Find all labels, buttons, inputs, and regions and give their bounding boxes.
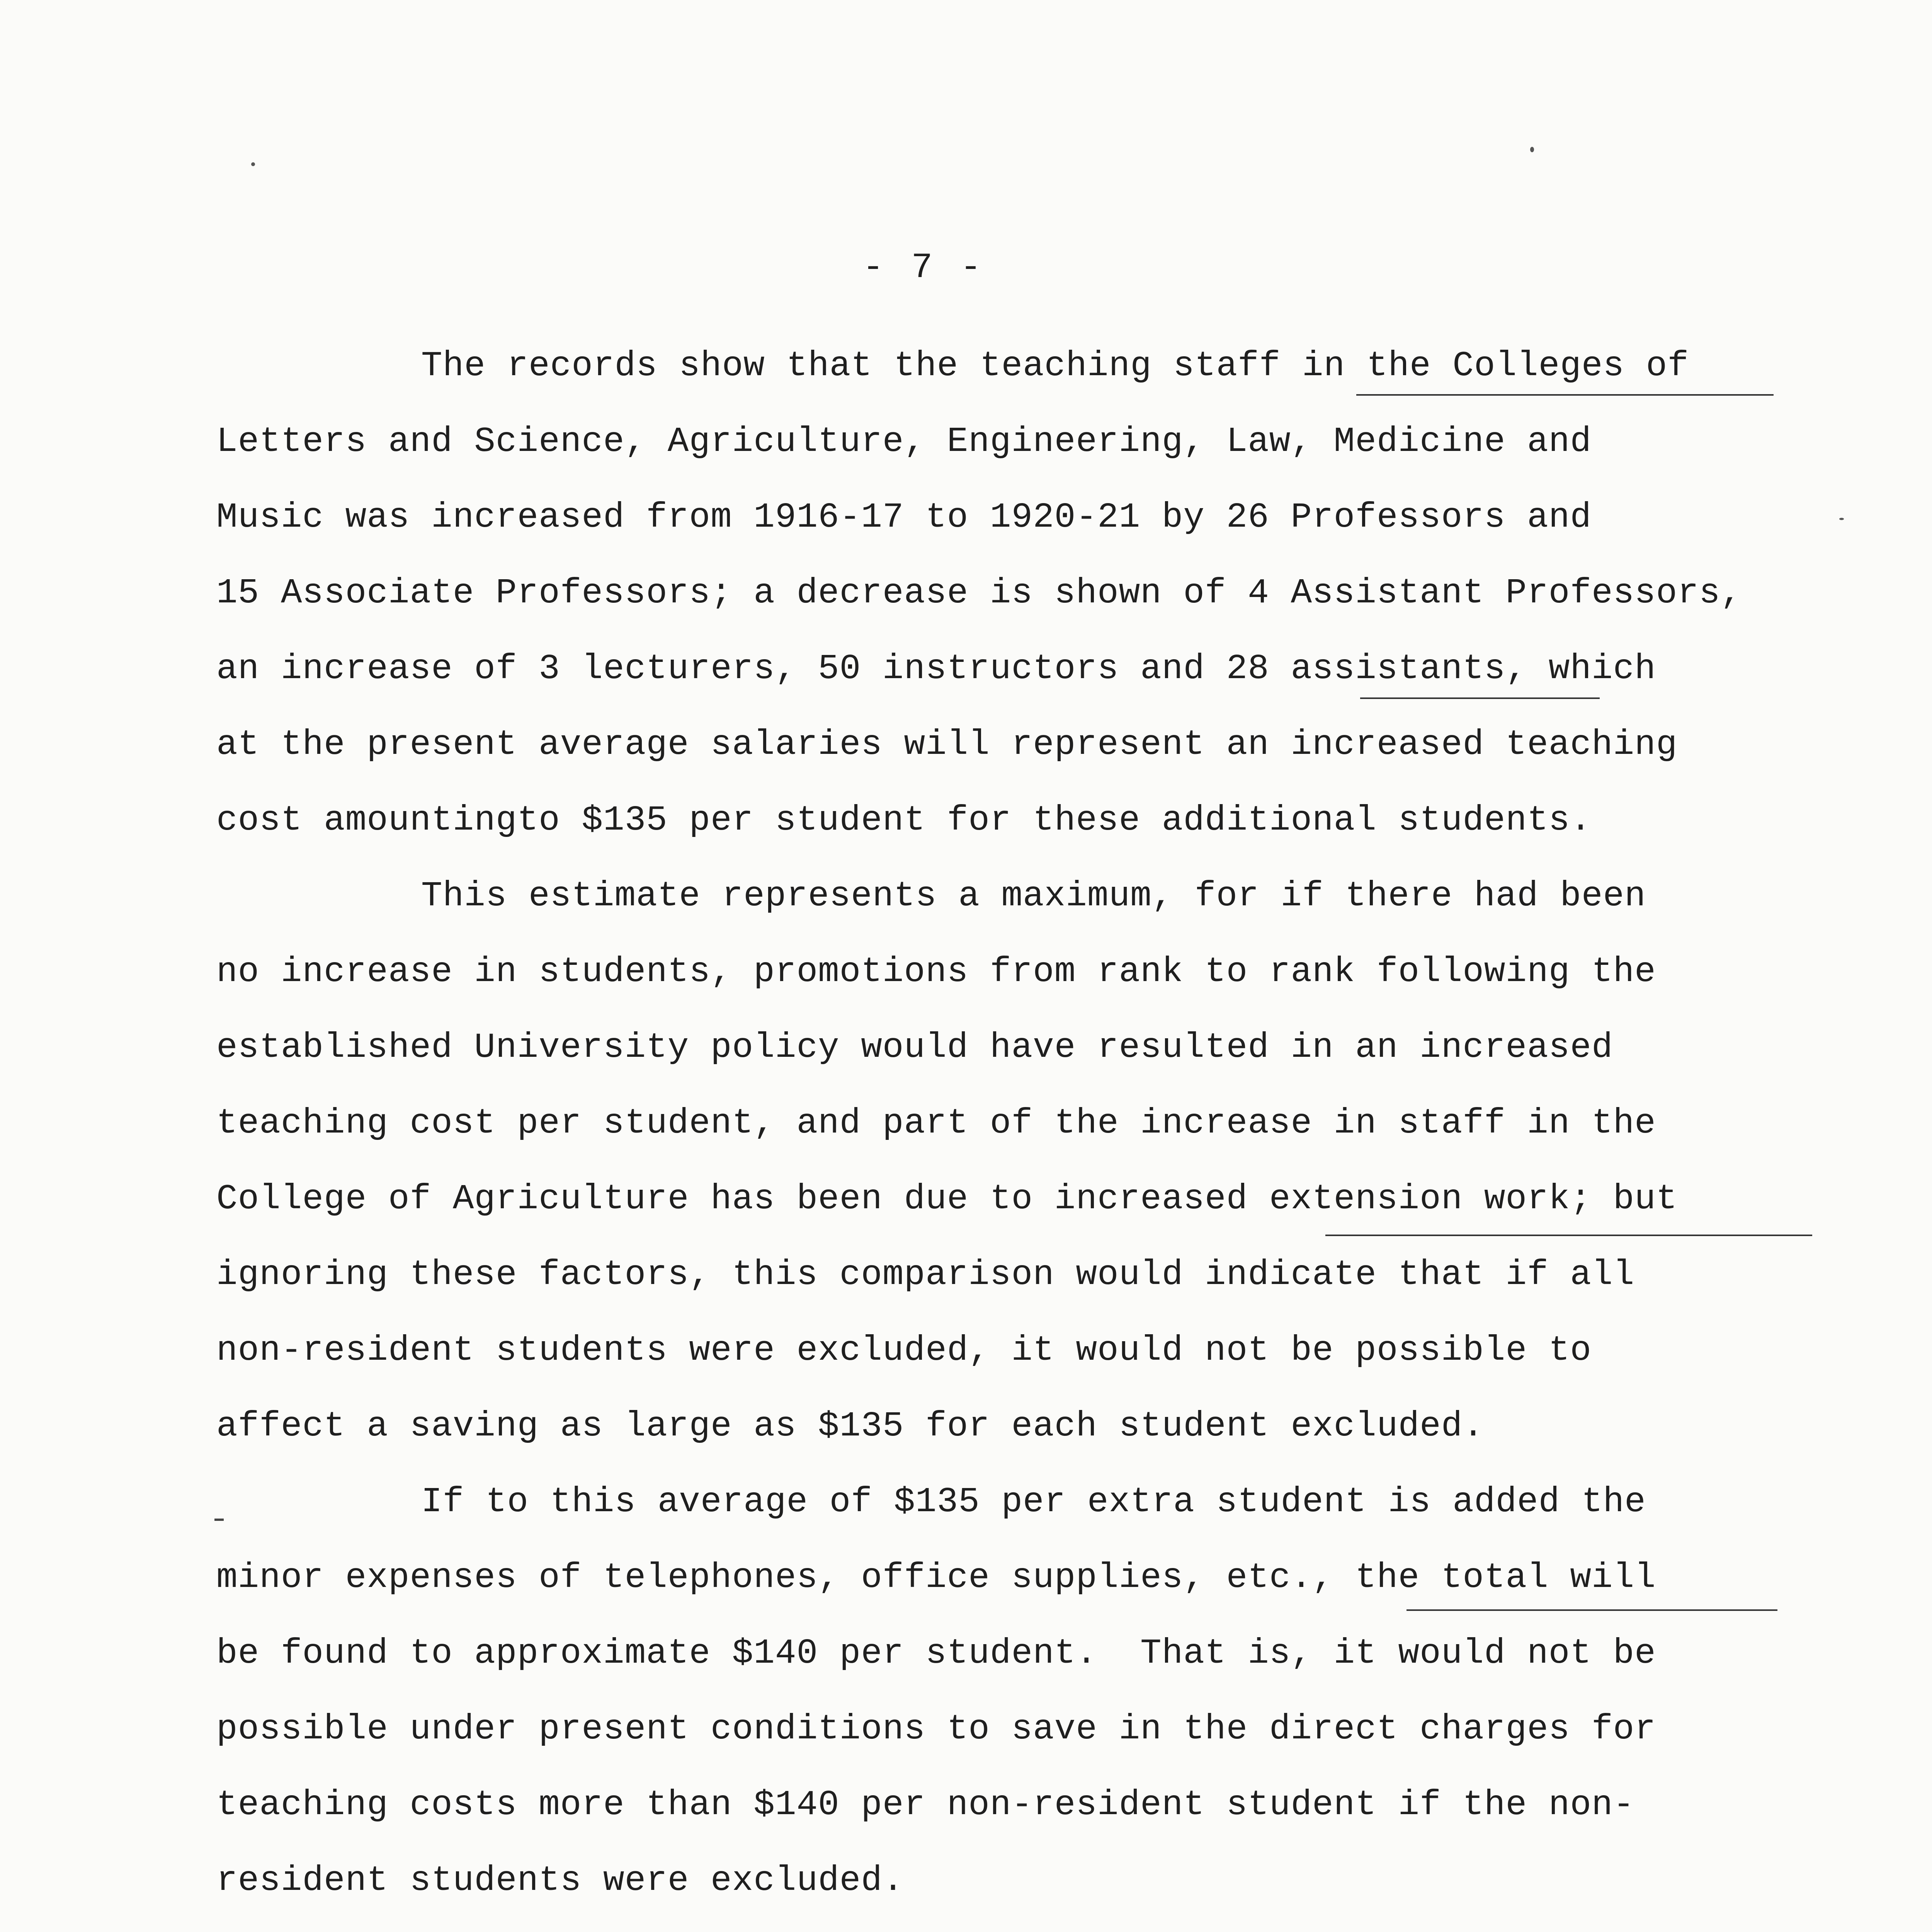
paragraph-1	[216, 328, 1859, 859]
scan-speck	[1839, 518, 1844, 520]
scan-speck	[1530, 147, 1534, 152]
text-line: ignoring these factors, this comparison would indicate that if all	[216, 1255, 1635, 1295]
pencil-mark	[214, 1519, 224, 1521]
text-line: affect a saving as large as $135 for each student excluded.	[216, 1406, 1484, 1446]
text-line: non-resident students were excluded, it would not be possible to	[216, 1331, 1592, 1371]
page-number: - 7 -	[862, 247, 985, 288]
text-line	[216, 1919, 1859, 1932]
pencil-underline	[1325, 1235, 1812, 1236]
text-line: This estimate represents a maximum, for if there had been	[421, 876, 1646, 916]
paragraph-2	[216, 859, 1859, 1464]
text-line: 15 Associate Professors; a decrease is shown of 4 Assistant Professors,	[216, 573, 1742, 613]
text-line: established University policy would have resulted in an increased	[216, 1028, 1613, 1068]
paragraph-3	[216, 1464, 1859, 1919]
document-body	[216, 328, 1859, 1932]
text-line: teaching costs more than $140 per non-resident student if the non-	[216, 1785, 1635, 1825]
text-line: be found to approximate $140 per student. That is, it would not be	[216, 1634, 1656, 1673]
text-line: resident students were excluded.	[216, 1861, 904, 1901]
text-line: cost amountingto $135 per student for these additional students.	[216, 801, 1592, 840]
text-line: Letters and Science, Agriculture, Engineering, Law, Medicine and	[216, 422, 1592, 462]
text-line: at the present average salaries will represent an increased teaching	[216, 725, 1678, 765]
pencil-underline	[1356, 394, 1774, 396]
text-line: an increase of 3 lecturers, 50 instructors and 28 assistants, which	[216, 649, 1656, 689]
pencil-underline	[1406, 1609, 1777, 1611]
text-line: teaching cost per student, and part of the increase in staff in the	[216, 1104, 1656, 1143]
text-line: possible under present conditions to save in the direct charges for	[216, 1709, 1656, 1749]
text-line: no increase in students, promotions from rank to rank following the	[216, 952, 1656, 992]
text-line: The records show that the teaching staff in the Colleges of	[421, 346, 1689, 386]
text-line: minor expenses of telephones, office supplies, etc., the total will	[216, 1558, 1656, 1598]
text-line: Music was increased from 1916-17 to 1920-21 by 26 Professors and	[216, 498, 1592, 537]
text-line: College of Agriculture has been due to increased extension work; but	[216, 1179, 1678, 1219]
pencil-underline	[1360, 697, 1600, 699]
text-line: If to this average of $135 per extra student is added the	[421, 1482, 1646, 1522]
paragraph-4	[216, 1919, 1859, 1932]
scan-speck	[251, 162, 255, 166]
